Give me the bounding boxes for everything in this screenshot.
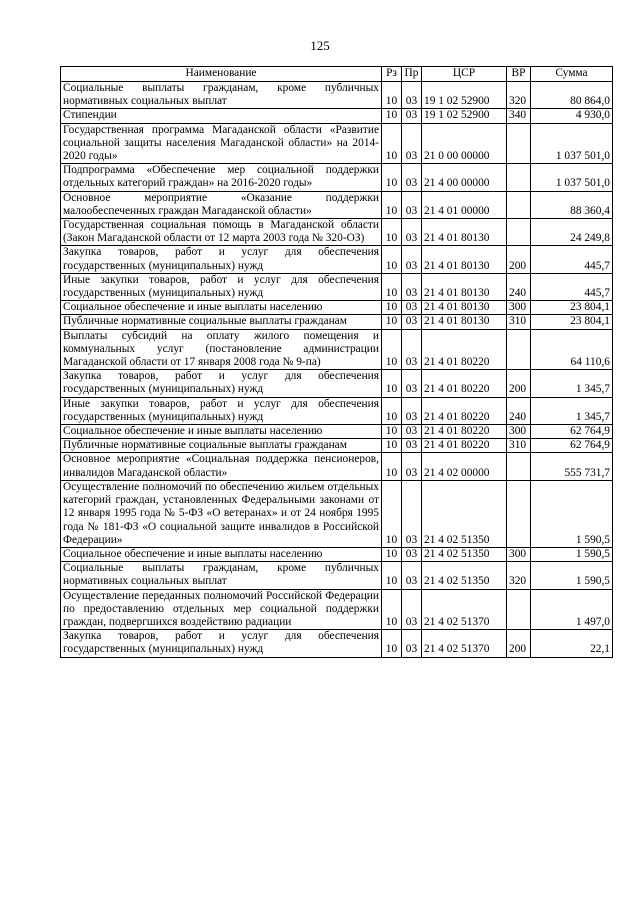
cell-sum: 445,7 — [531, 273, 613, 300]
cell-rz: 10 — [382, 273, 402, 300]
header-name: Наименование — [61, 67, 382, 82]
cell-pr: 03 — [402, 370, 422, 397]
cell-vr: 200 — [507, 630, 531, 657]
cell-csr: 21 4 01 80130 — [422, 219, 507, 246]
cell-name: Иные закупки товаров, работ и услуг для обеспечения государственных (муниципальных) нужд — [61, 273, 382, 300]
cell-rz: 10 — [382, 191, 402, 218]
cell-sum: 1 590,5 — [531, 480, 613, 547]
cell-csr: 21 4 02 51370 — [422, 589, 507, 630]
cell-csr: 21 4 01 80220 — [422, 439, 507, 453]
cell-name: Социальное обеспечение и иные выплаты населению — [61, 301, 382, 315]
cell-name: Основное мероприятие «Социальная поддержка пенсионеров, инвалидов Магаданской области» — [61, 453, 382, 480]
cell-rz: 10 — [382, 480, 402, 547]
cell-sum: 1 590,5 — [531, 562, 613, 589]
cell-pr: 03 — [402, 425, 422, 439]
cell-vr — [507, 219, 531, 246]
cell-pr: 03 — [402, 164, 422, 191]
cell-csr: 21 4 01 80130 — [422, 246, 507, 273]
cell-pr: 03 — [402, 630, 422, 657]
table-row — [61, 164, 613, 191]
cell-rz: 10 — [382, 425, 402, 439]
cell-csr: 21 4 01 80130 — [422, 315, 507, 329]
cell-sum: 24 249,8 — [531, 219, 613, 246]
table-row — [61, 219, 613, 246]
cell-sum: 80 864,0 — [531, 82, 613, 109]
table-row — [61, 273, 613, 300]
cell-sum: 64 110,6 — [531, 329, 613, 370]
cell-csr: 21 4 02 51370 — [422, 630, 507, 657]
table-row — [61, 397, 613, 424]
cell-csr: 21 0 00 00000 — [422, 123, 507, 164]
cell-vr: 310 — [507, 439, 531, 453]
cell-sum: 1 345,7 — [531, 370, 613, 397]
table-row — [61, 453, 613, 480]
cell-sum: 23 804,1 — [531, 301, 613, 315]
cell-vr: 240 — [507, 397, 531, 424]
header-pr: Пр — [402, 67, 422, 82]
cell-rz: 10 — [382, 164, 402, 191]
cell-vr: 310 — [507, 315, 531, 329]
table-row — [61, 109, 613, 123]
cell-rz: 10 — [382, 246, 402, 273]
cell-name: Публичные нормативные социальные выплаты гражданам — [61, 439, 382, 453]
cell-vr: 320 — [507, 82, 531, 109]
cell-vr — [507, 329, 531, 370]
cell-name: Основное мероприятие «Оказание поддержки малообеспеченных граждан Магаданской области» — [61, 191, 382, 218]
budget-table — [60, 66, 613, 658]
cell-pr: 03 — [402, 273, 422, 300]
cell-pr: 03 — [402, 589, 422, 630]
cell-vr: 340 — [507, 109, 531, 123]
table-row — [61, 370, 613, 397]
cell-vr: 200 — [507, 246, 531, 273]
table-row — [61, 480, 613, 547]
cell-name: Социальные выплаты гражданам, кроме публичных нормативных социальных выплат — [61, 82, 382, 109]
cell-name: Публичные нормативные социальные выплаты гражданам — [61, 315, 382, 329]
cell-vr: 300 — [507, 547, 531, 561]
table-row — [61, 589, 613, 630]
cell-sum: 62 764,9 — [531, 439, 613, 453]
cell-name: Закупка товаров, работ и услуг для обеспечения государственных (муниципальных) нужд — [61, 370, 382, 397]
cell-vr: 300 — [507, 301, 531, 315]
cell-name: Социальное обеспечение и иные выплаты населению — [61, 547, 382, 561]
table-row — [61, 439, 613, 453]
cell-pr: 03 — [402, 123, 422, 164]
cell-pr: 03 — [402, 453, 422, 480]
cell-name: Осуществление переданных полномочий Российской Федерации по предоставлению отдельных мер социальной поддержки граждан, подвергшихся воздействию радиации — [61, 589, 382, 630]
cell-rz: 10 — [382, 397, 402, 424]
cell-name: Иные закупки товаров, работ и услуг для обеспечения государственных (муниципальных) нужд — [61, 397, 382, 424]
cell-vr: 200 — [507, 370, 531, 397]
table-row — [61, 315, 613, 329]
cell-csr: 21 4 01 80130 — [422, 301, 507, 315]
cell-pr: 03 — [402, 219, 422, 246]
cell-name: Государственная социальная помощь в Магаданской области (Закон Магаданской области от 12 марта 2003 года № 320-ОЗ) — [61, 219, 382, 246]
page-number: 125 — [310, 38, 330, 53]
cell-rz: 10 — [382, 370, 402, 397]
cell-pr: 03 — [402, 109, 422, 123]
cell-name: Выплаты субсидий на оплату жилого помещения и коммунальных услуг (постановление администрации Магаданской области от 17 января 2008 года № 9-па) — [61, 329, 382, 370]
cell-vr — [507, 164, 531, 191]
cell-rz: 10 — [382, 109, 402, 123]
cell-name: Подпрограмма «Обеспечение мер социальной поддержки отдельных категорий граждан» на 2016-2020 годы» — [61, 164, 382, 191]
table-row — [61, 123, 613, 164]
cell-rz: 10 — [382, 219, 402, 246]
cell-csr: 21 4 02 00000 — [422, 453, 507, 480]
cell-vr — [507, 191, 531, 218]
cell-csr: 21 4 01 00000 — [422, 191, 507, 218]
cell-sum: 88 360,4 — [531, 191, 613, 218]
table-row — [61, 630, 613, 657]
table-row — [61, 425, 613, 439]
cell-vr — [507, 453, 531, 480]
cell-name: Стипендии — [61, 109, 382, 123]
cell-csr: 21 4 01 80220 — [422, 425, 507, 439]
cell-name: Закупка товаров, работ и услуг для обеспечения государственных (муниципальных) нужд — [61, 246, 382, 273]
cell-rz: 10 — [382, 123, 402, 164]
table-row — [61, 547, 613, 561]
cell-sum: 445,7 — [531, 246, 613, 273]
cell-sum: 23 804,1 — [531, 315, 613, 329]
cell-sum: 1 037 501,0 — [531, 123, 613, 164]
cell-pr: 03 — [402, 439, 422, 453]
cell-rz: 10 — [382, 630, 402, 657]
cell-pr: 03 — [402, 315, 422, 329]
cell-csr: 19 1 02 52900 — [422, 82, 507, 109]
cell-vr: 240 — [507, 273, 531, 300]
table-header-row — [61, 67, 613, 82]
table-row — [61, 191, 613, 218]
cell-pr: 03 — [402, 301, 422, 315]
table-body — [61, 82, 613, 658]
cell-rz: 10 — [382, 589, 402, 630]
cell-sum: 1 037 501,0 — [531, 164, 613, 191]
cell-rz: 10 — [382, 315, 402, 329]
table-row — [61, 301, 613, 315]
header-rz: Рз — [382, 67, 402, 82]
cell-vr: 300 — [507, 425, 531, 439]
table-row — [61, 246, 613, 273]
cell-rz: 10 — [382, 562, 402, 589]
cell-pr: 03 — [402, 547, 422, 561]
header-csr: ЦСР — [422, 67, 507, 82]
cell-csr: 21 4 02 51350 — [422, 562, 507, 589]
cell-vr: 320 — [507, 562, 531, 589]
cell-rz: 10 — [382, 301, 402, 315]
cell-csr: 21 4 01 80220 — [422, 370, 507, 397]
cell-sum: 555 731,7 — [531, 453, 613, 480]
cell-name: Социальные выплаты гражданам, кроме публичных нормативных социальных выплат — [61, 562, 382, 589]
cell-vr — [507, 480, 531, 547]
cell-rz: 10 — [382, 453, 402, 480]
cell-pr: 03 — [402, 329, 422, 370]
cell-sum: 62 764,9 — [531, 425, 613, 439]
cell-name: Государственная программа Магаданской области «Развитие социальной защиты населения Магаданской области» на 2014-2020 годы» — [61, 123, 382, 164]
cell-rz: 10 — [382, 547, 402, 561]
cell-pr: 03 — [402, 191, 422, 218]
cell-csr: 21 4 02 51350 — [422, 547, 507, 561]
cell-csr: 21 4 01 80220 — [422, 329, 507, 370]
table-row — [61, 82, 613, 109]
cell-name: Закупка товаров, работ и услуг для обеспечения государственных (муниципальных) нужд — [61, 630, 382, 657]
cell-rz: 10 — [382, 329, 402, 370]
cell-vr — [507, 589, 531, 630]
cell-csr: 21 4 01 80130 — [422, 273, 507, 300]
table-row — [61, 329, 613, 370]
cell-name: Социальное обеспечение и иные выплаты населению — [61, 425, 382, 439]
cell-sum: 4 930,0 — [531, 109, 613, 123]
cell-pr: 03 — [402, 246, 422, 273]
cell-csr: 21 4 02 51350 — [422, 480, 507, 547]
header-vr: ВР — [507, 67, 531, 82]
cell-pr: 03 — [402, 480, 422, 547]
cell-csr: 19 1 02 52900 — [422, 109, 507, 123]
cell-sum: 1 345,7 — [531, 397, 613, 424]
cell-sum: 1 497,0 — [531, 589, 613, 630]
cell-pr: 03 — [402, 82, 422, 109]
cell-name: Осуществление полномочий по обеспечению жильем отдельных категорий граждан, установленных Федеральными законами от 12 января 1995 года № 5-ФЗ «О ветеранах» и от 24 ноября 1995 года № 181-ФЗ «О социальной защите инвалидов в Российской Федерации» — [61, 480, 382, 547]
table-row — [61, 562, 613, 589]
cell-sum: 22,1 — [531, 630, 613, 657]
cell-vr — [507, 123, 531, 164]
cell-rz: 10 — [382, 82, 402, 109]
cell-sum: 1 590,5 — [531, 547, 613, 561]
cell-rz: 10 — [382, 439, 402, 453]
cell-csr: 21 4 01 80220 — [422, 397, 507, 424]
cell-pr: 03 — [402, 397, 422, 424]
cell-pr: 03 — [402, 562, 422, 589]
header-sum: Сумма — [531, 67, 613, 82]
cell-csr: 21 4 00 00000 — [422, 164, 507, 191]
